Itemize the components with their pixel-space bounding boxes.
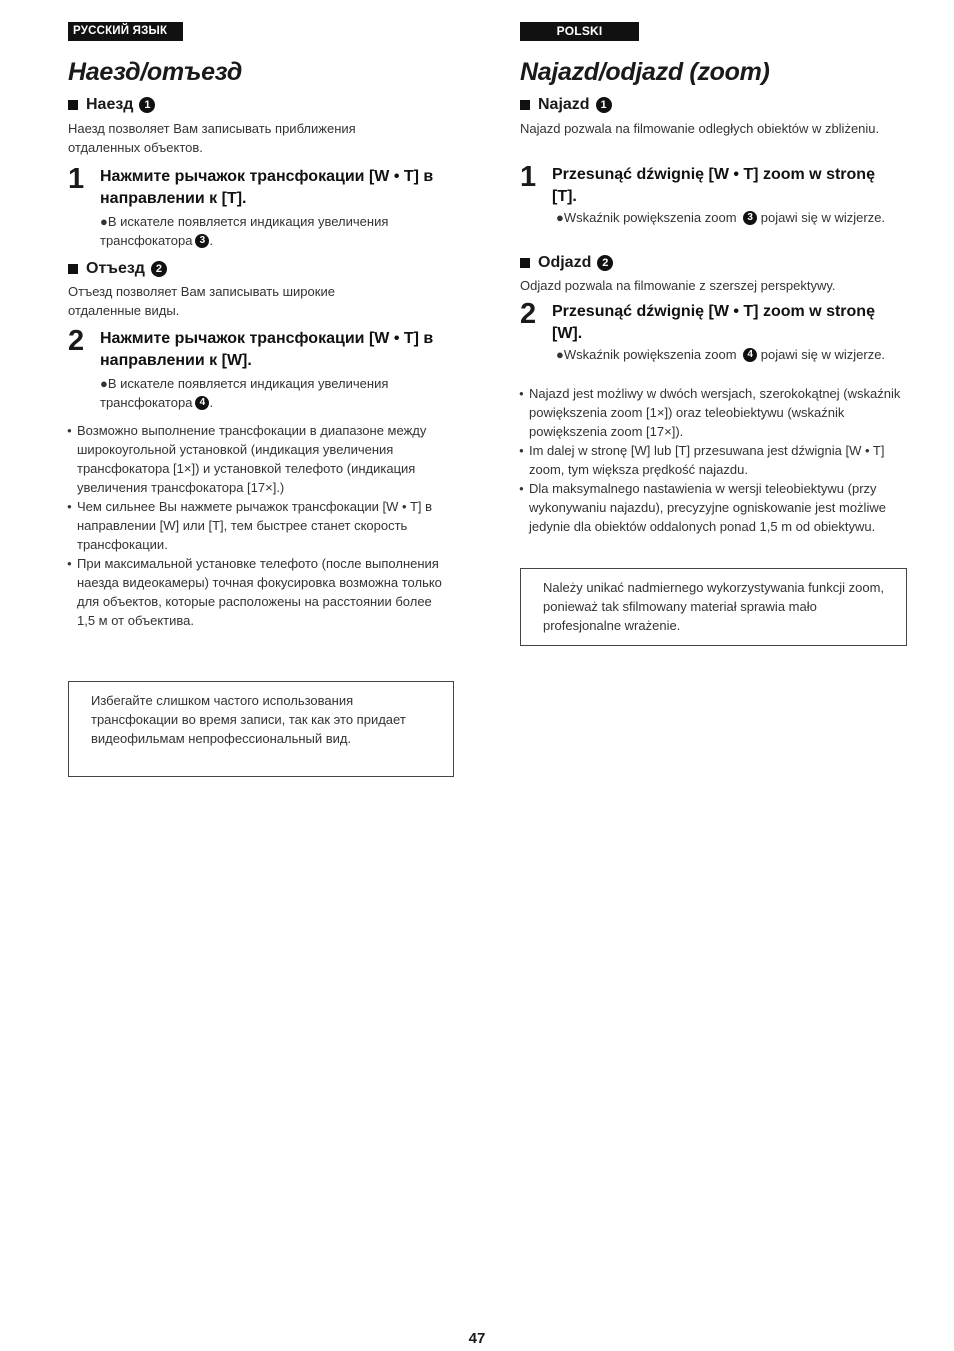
subsection-heading-zoom-in (520, 96, 612, 114)
subsection-description: Отъезд позволяет Вам записывать широкие отдаленные виды. (68, 284, 335, 318)
list-item: ● Dla maksymalnego nastawienia w wersji teleobiektywu (przy wykonywaniu najazdu), precyzyjne ogniskowanie jest możliwe jedynie dla obiektów oddalonych ponad 1,5 m od obiektywu. (520, 479, 906, 536)
subsection-title: Najazd (538, 96, 590, 113)
step-note (556, 345, 904, 364)
subsection-title: Odjazd (538, 254, 592, 271)
step-number: 1 (520, 161, 537, 193)
step-note-text: pojawi się w wizjerze. (760, 210, 886, 225)
step-note (556, 208, 904, 227)
section-title-russian: Наезд/отъезд (68, 58, 243, 86)
notes-list (68, 421, 446, 630)
caution-text: Należy unikać nadmiernego wykorzystywania funkcji zoom, ponieważ tak sfilmowany materiał sprawia mało profesjonalne wrażenie. (543, 580, 885, 633)
subsection-heading-zoom-out (68, 260, 167, 278)
circled-number-icon: 2 (151, 261, 167, 277)
language-tab-polish: POLSKI (520, 22, 639, 41)
step-instruction: Нажмите рычажок трансфокации [W • T] в направлении к [T]. (100, 168, 434, 207)
circled-number-icon: 3 (195, 234, 209, 248)
list-item: ● Im dalej w stronę [W] lub [T] przesuwana jest dźwignia [W • T] zoom, tym większa prędkość najazdu. (520, 441, 906, 479)
circled-number-icon: 3 (743, 211, 757, 225)
subsection-description: Наезд позволяет Вам записывать приближения отдаленных объектов. (68, 121, 356, 155)
step-note-text: ●В искателе появляется индикация увеличения трансфокатора (100, 214, 389, 248)
step-number: 1 (68, 163, 85, 195)
page-number: 47 (468, 1330, 486, 1347)
list-item: ● Чем сильнее Вы нажмете рычажок трансфокации [W • T] в направлении [W] или [T], тем быстрее станет скорость трансфокации. (68, 497, 446, 554)
subsection-description: Najazd pozwala na filmowanie odległych obiektów w zbliżeniu. (520, 121, 880, 136)
step-note-text: pojawi się w wizjerze. (760, 347, 886, 362)
caution-box (520, 568, 907, 646)
square-bullet-icon (68, 264, 78, 274)
step-number: 2 (520, 298, 537, 330)
subsection-title: Наезд (86, 96, 134, 113)
step-number: 2 (68, 325, 85, 357)
step-1 (520, 161, 882, 208)
step-note-text: ●Wskaźnik powiększenia zoom (556, 347, 737, 362)
caution-text: Избегайте слишком частого использования трансфокации во время записи, так как это придает видеофильмам непрофессиональный вид. (91, 693, 406, 746)
square-bullet-icon (520, 100, 530, 110)
circled-number-icon: 4 (743, 348, 757, 362)
subsection-heading-zoom-in (68, 96, 155, 114)
circled-number-icon: 1 (139, 97, 155, 113)
list-item: ● При максимальной установке телефото (после выполнения наезда видеокамеры) точная фокусировка возможна только для объектов, которые расположены на расстоянии более 1,5 м от объектива. (68, 554, 446, 630)
square-bullet-icon (68, 100, 78, 110)
subsection-heading-zoom-out (520, 254, 613, 272)
circled-number-icon: 2 (597, 255, 613, 271)
caution-box (68, 681, 454, 777)
section-title-polish: Najazd/odjazd (zoom) (520, 58, 770, 86)
step-2 (520, 298, 882, 345)
subsection-title: Отъезд (86, 260, 145, 277)
step-2 (68, 325, 440, 372)
subsection-description: Odjazd pozwala na filmowanie z szerszej perspektywy. (520, 278, 836, 293)
step-note-text: ●Wskaźnik powiększenia zoom (556, 210, 737, 225)
list-item: ● Возможно выполнение трансфокации в диапазоне между широкоугольной установкой (индикация увеличения трансфокатора [1×]) и установкой телефото (индикация увеличения трансфокатора [17×].) (68, 421, 446, 497)
step-note: ●В искателе появляется индикация увеличения трансфокатора 3 . (100, 214, 389, 248)
step-1 (68, 163, 440, 210)
step-note: ●В искателе появляется индикация увеличения трансфокатора 4 . (100, 376, 389, 410)
circled-number-icon: 4 (195, 396, 209, 410)
language-tab-russian: РУССКИЙ ЯЗЫК (68, 22, 183, 41)
square-bullet-icon (520, 258, 530, 268)
step-instruction: Przesunąć dźwignię [W • T] zoom w stronę [W]. (552, 303, 875, 342)
list-item: ● Najazd jest możliwy w dwóch wersjach, szerokokątnej (wskaźnik powiększenia zoom [1×]) oraz teleobiektywu (wskaźnik powiększenia zoom [17×]). (520, 384, 906, 441)
step-instruction: Przesunąć dźwignię [W • T] zoom w stronę [T]. (552, 166, 875, 205)
notes-list (520, 384, 906, 536)
circled-number-icon: 1 (596, 97, 612, 113)
step-note-text: ●В искателе появляется индикация увеличения трансфокатора (100, 376, 389, 410)
step-instruction: Нажмите рычажок трансфокации [W • T] в направлении к [W]. (100, 330, 434, 369)
